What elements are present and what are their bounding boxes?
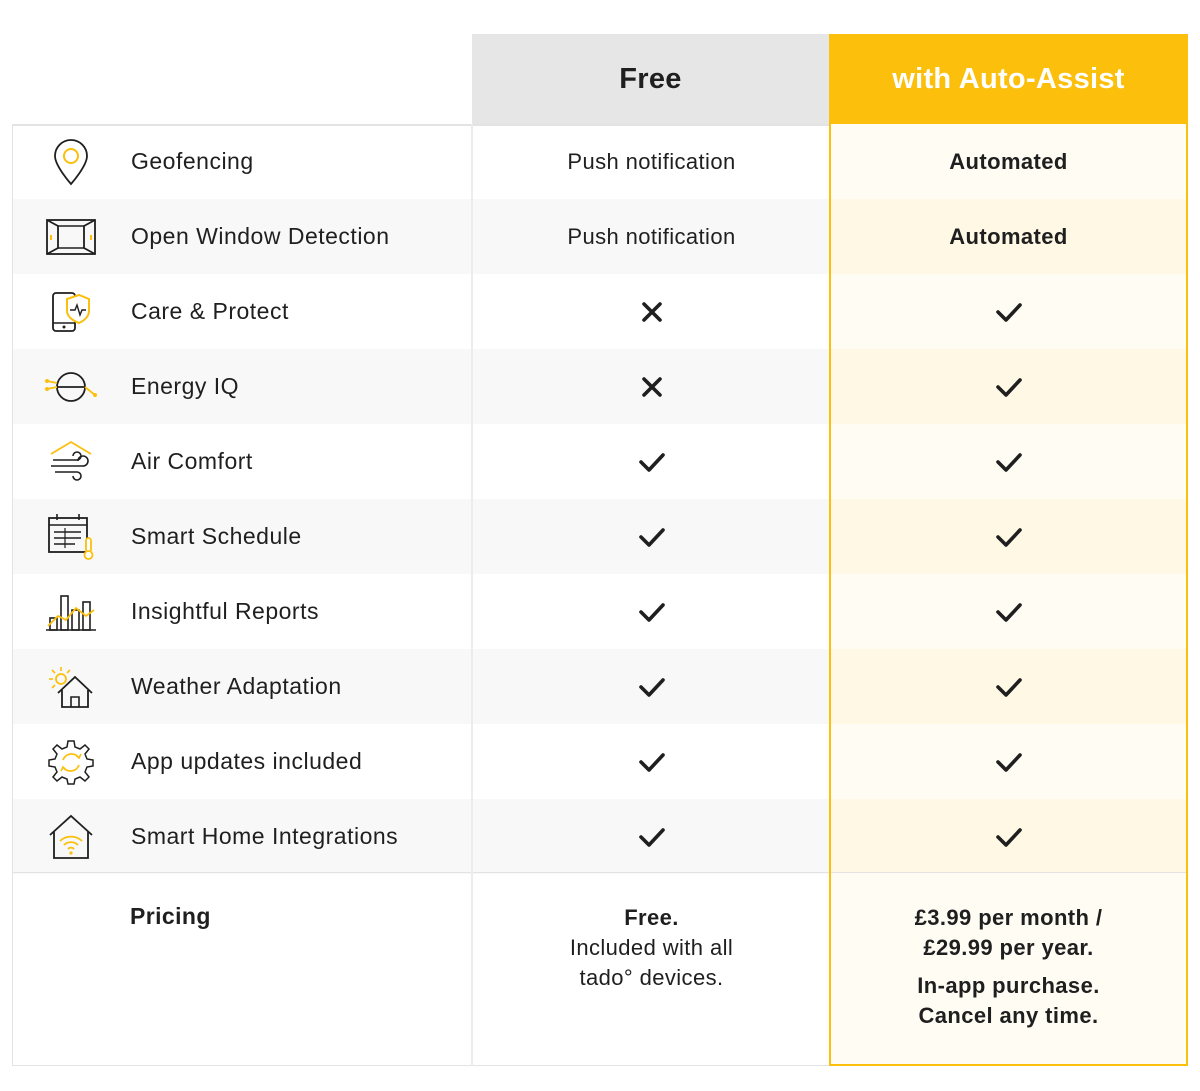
auto-cancel-note: Cancel any time. [918, 1003, 1099, 1028]
feature-label: Energy IQ [131, 373, 240, 399]
free-pricing-line: tado° devices. [579, 965, 724, 990]
auto-assist-column-header: with Auto-Assist [829, 34, 1188, 124]
auto-price-yearly: £29.99 per year. [923, 935, 1094, 960]
free-value-cell [473, 799, 830, 874]
feature-cell [13, 799, 471, 874]
location-pin-icon [41, 135, 101, 189]
auto-value-cell: Automated [831, 199, 1186, 274]
check-icon [637, 747, 667, 777]
feature-cell [13, 199, 471, 274]
feature-label: Air Comfort [131, 448, 253, 474]
feature-label: Open Window Detection [131, 223, 390, 249]
feature-label: Geofencing [131, 148, 254, 174]
auto-assist-column-outline [829, 124, 1188, 1066]
free-pricing-cell [473, 903, 830, 993]
feature-cell [13, 424, 471, 499]
feature-cell [13, 724, 471, 799]
column-divider [471, 124, 473, 1066]
feature-cell [13, 349, 471, 424]
energy-iq-icon [41, 360, 101, 414]
table-border [12, 124, 829, 126]
free-value-cell [473, 274, 830, 349]
cross-icon [637, 372, 667, 402]
air-comfort-icon [41, 435, 101, 489]
free-value-cell [473, 424, 830, 499]
bar-chart-icon [41, 585, 101, 639]
feature-label: Weather Adaptation [131, 673, 342, 699]
free-pricing-title: Free. [624, 905, 679, 930]
sun-house-icon [41, 660, 101, 714]
phone-shield-icon [41, 285, 101, 339]
feature-cell [13, 649, 471, 724]
feature-label: Care & Protect [131, 298, 289, 324]
free-value-cell: Push notification [567, 148, 736, 174]
free-pricing-line: Included with all [569, 935, 734, 960]
feature-label: Smart Schedule [131, 523, 302, 549]
gear-refresh-icon [41, 735, 101, 789]
free-value-cell: Push notification [473, 199, 830, 274]
feature-cell [13, 124, 471, 199]
free-value-cell [473, 574, 830, 649]
check-icon [637, 597, 667, 627]
auto-value-cell: Automated [831, 124, 1186, 199]
table-border [12, 1065, 829, 1066]
cross-icon [637, 297, 667, 327]
auto-purchase-note: In-app purchase. [917, 973, 1100, 998]
free-value-cell [473, 724, 830, 799]
feature-label: Insightful Reports [131, 598, 319, 624]
feature-label: App updates included [131, 748, 363, 774]
calendar-thermometer-icon [41, 510, 101, 564]
table-border [12, 124, 13, 1066]
check-icon [637, 822, 667, 852]
wifi-house-icon [41, 810, 101, 864]
check-icon [637, 672, 667, 702]
open-window-icon [41, 210, 101, 264]
free-value-cell [473, 649, 830, 724]
free-value-cell [473, 499, 830, 574]
free-column-header: Free [472, 34, 829, 124]
check-icon [637, 447, 667, 477]
feature-cell [13, 574, 471, 649]
feature-cell [13, 499, 471, 574]
free-value-cell [473, 349, 830, 424]
pricing-label: Pricing [130, 903, 211, 929]
check-icon [637, 522, 667, 552]
feature-label: Smart Home Integrations [131, 823, 399, 849]
comparison-table [12, 124, 1188, 1066]
auto-price-monthly: £3.99 per month / [914, 905, 1103, 930]
feature-cell [13, 274, 471, 349]
